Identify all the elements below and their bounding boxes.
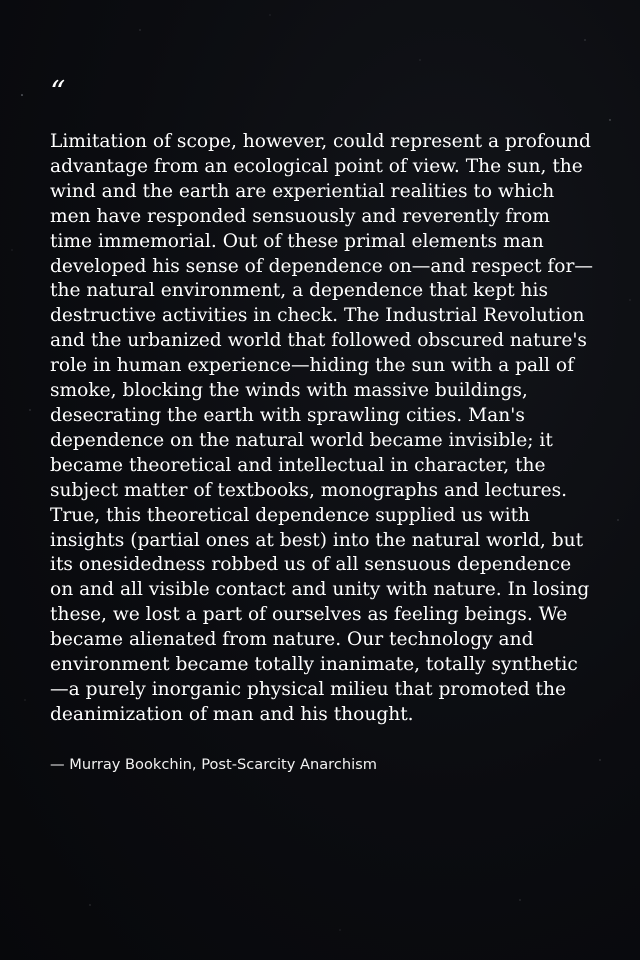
open-quote-icon: “: [50, 75, 66, 110]
quote-attribution: — Murray Bookchin, Post-Scarcity Anarchism: [50, 755, 377, 773]
quote-card: [50, 75, 595, 774]
quote-text: Limitation of scope, however, could represent a profound advantage from an ecological point of view. The sun, the wind and the earth are experiential realities to which men have responded sensuously and reverently from time immemorial. Out of these primal elements man developed his sense of dependence on—and respect for—the natural environment, a dependence that kept his destructive activities in check. The Industrial Revolution and the urbanized world that followed obscured nature's role in human experience—hiding the sun with a pall of smoke, blocking the winds with massive buildings, desecrating the earth with sprawling cities. Man's dependence on the natural world became invisible; it became theoretical and intellectual in character, the subject matter of textbooks, monographs and lectures. True, this theoretical dependence supplied us with insights (partial ones at best) into the natural world, but its onesidedness robbed us of all sensuous dependence on and all visible contact and unity with nature. In losing these, we lost a part of ourselves as feeling beings. We became alienated from nature. Our technology and environment became totally inanimate, totally synthetic—a purely inorganic physical milieu that promoted the deanimization of man and his thought.: [50, 131, 593, 725]
